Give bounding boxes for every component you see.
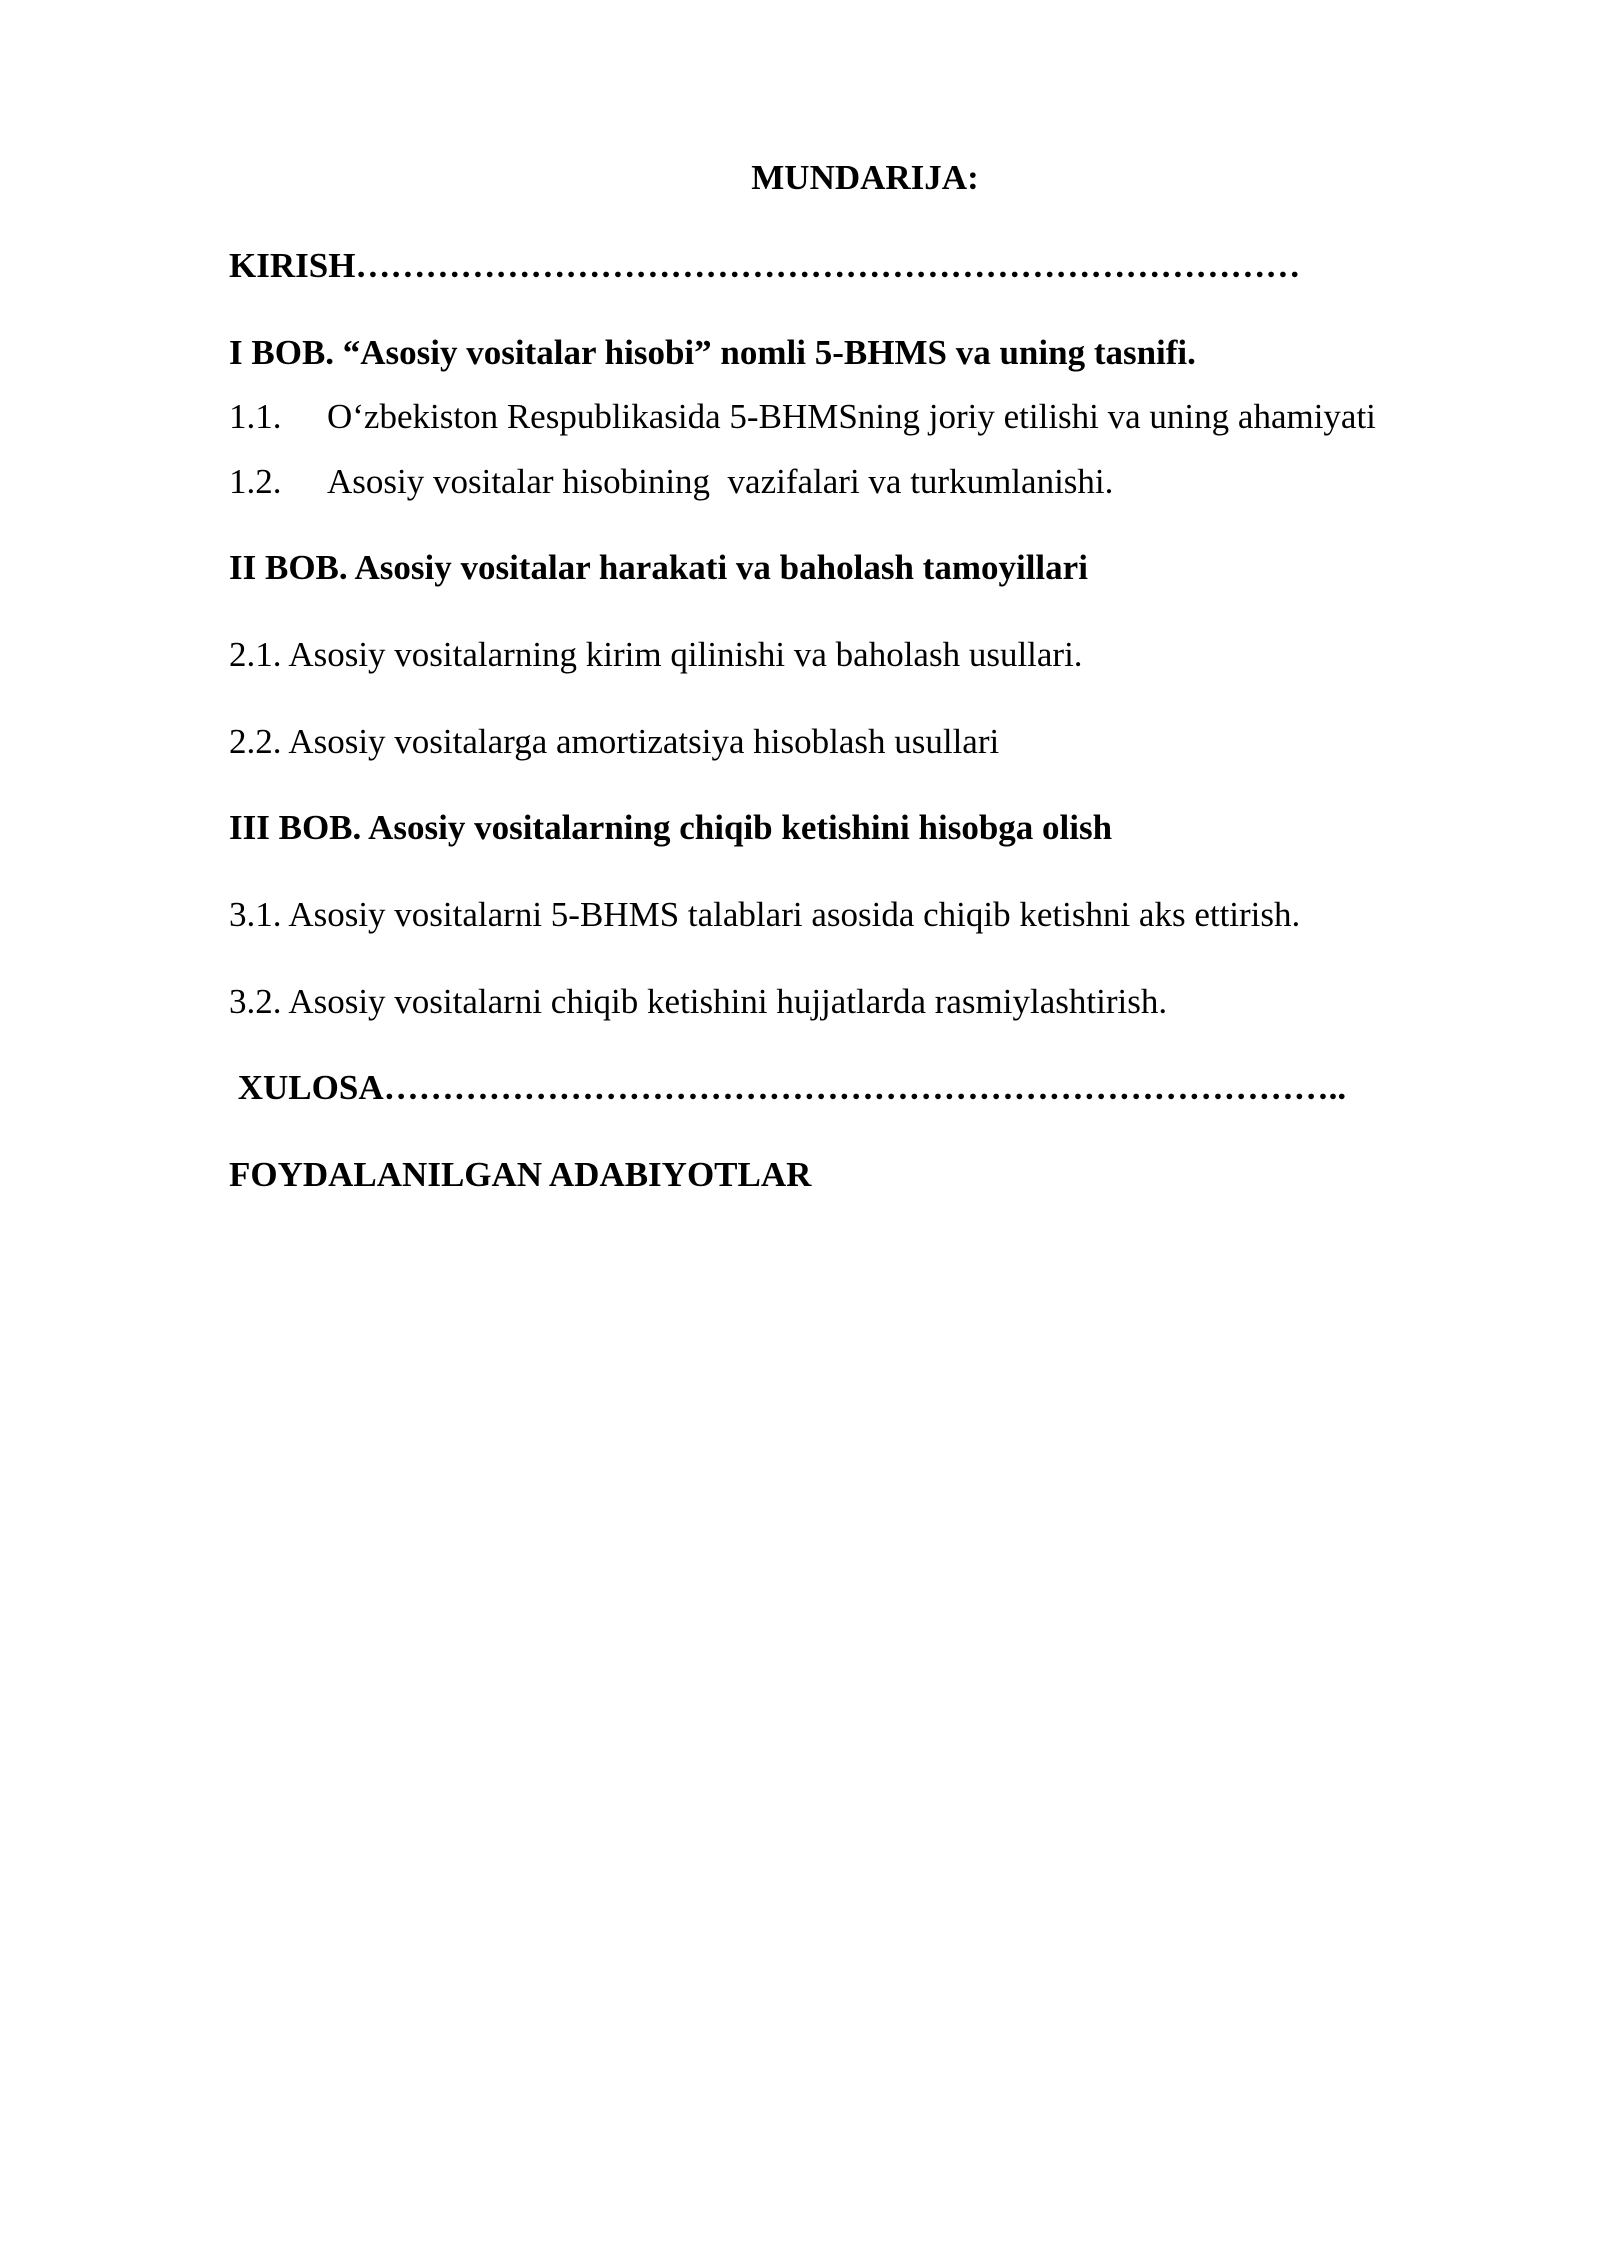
toc-references: FOYDALANILGAN ADABIYOTLAR: [229, 1155, 812, 1194]
toc-chapter-3: III BOB. Asosiy vositalarning chiqib ketishini hisobga olish: [229, 808, 1113, 847]
toc-section-number: 1.1.: [229, 397, 282, 436]
toc-section-1-2: Asosiy vositalar hisobining vazifalari va turkumlanishi.: [327, 462, 1114, 501]
toc-intro: KIRISH………………………………………………………………………: [229, 246, 1301, 285]
toc-section-2-1: 2.1. Asosiy vositalarning kirim qilinishi va baholash usullari.: [229, 635, 1083, 674]
toc-section-3-1: 3.1. Asosiy vositalarni 5-BHMS talablari asosida chiqib ketishni aks ettirish.: [229, 895, 1301, 934]
toc-chapter-1: I BOB. “Asosiy vositalar hisobi” nomli 5-BHMS va uning tasnifi.: [229, 333, 1196, 372]
toc-section-number: 1.2.: [229, 462, 282, 501]
toc-section-3-2: 3.2. Asosiy vositalarni chiqib ketishini hujjatlarda rasmiylashtirish.: [229, 982, 1168, 1021]
toc-section-2-2: 2.2. Asosiy vositalarga amortizatsiya hisoblash usullari: [229, 722, 1000, 761]
toc-section-1-1: O‘zbekiston Respublikasida 5-BHMSning joriy etilishi va uning ahamiyati: [327, 397, 1376, 436]
toc-conclusion: XULOSA………………………………………………………………………..: [229, 1068, 1347, 1107]
toc-chapter-2: II BOB. Asosiy vositalar harakati va baholash tamoyillari: [229, 548, 1088, 587]
page-title: MUNDARIJA:: [751, 158, 979, 197]
